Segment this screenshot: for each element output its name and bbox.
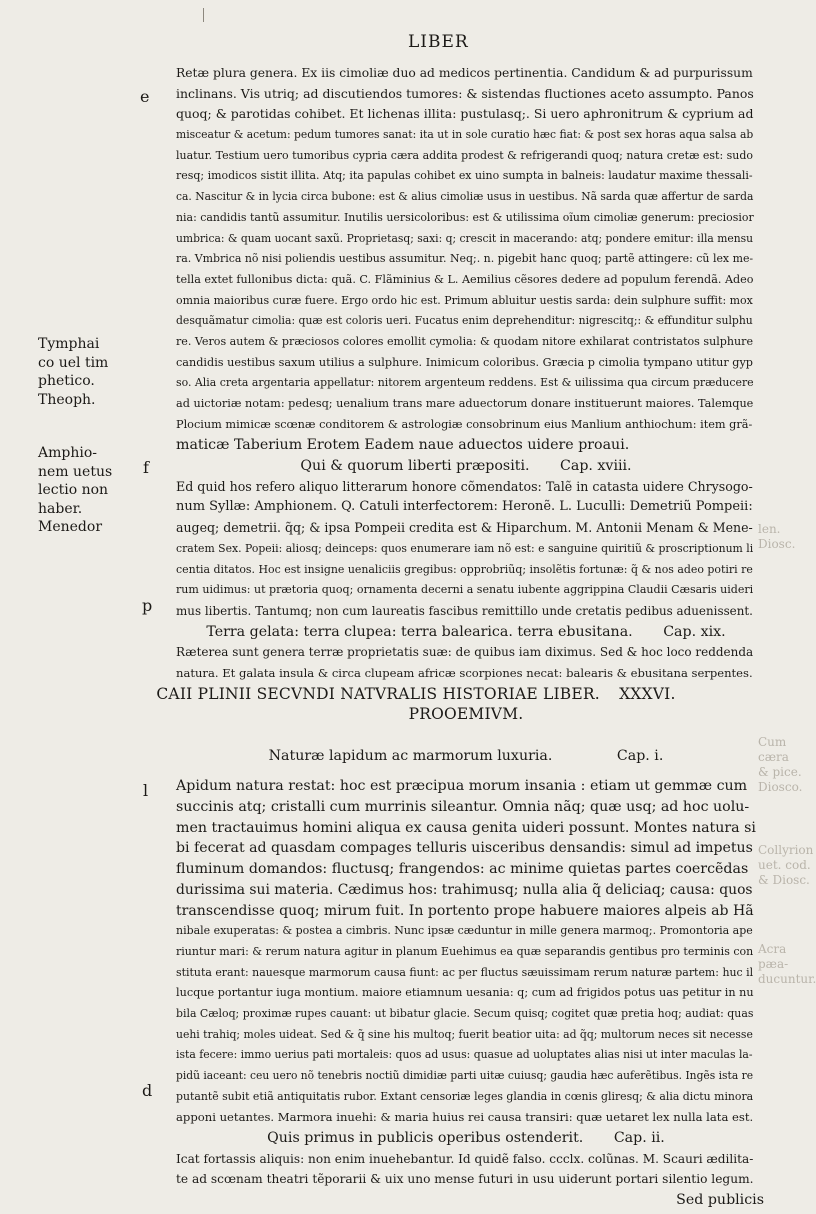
guide-letter-l: l — [143, 781, 149, 800]
margin-line: lectio non — [38, 482, 109, 498]
prooemium-heading: PROOEMIVM. — [408, 705, 524, 724]
text-line: Ed quid hos refero aliquo litterarum honore cõmendatos: Talẽ in catasta uidere Chrysogo- — [176, 478, 753, 494]
text-line: uehi trahiq; moles uideat. Sed & q̃ sine his multoq; fuerit beatior uita: ad q̃q; multorum neces sit necesse — [176, 1027, 753, 1041]
text-line: Plocium mimicæ scœnæ conditorem & astrologiæ consobrinum eius Manlium anthiochum: item grã- — [176, 417, 753, 431]
paragraph-terrae — [176, 642, 756, 683]
text-line: cratem Sex. Popeii: aliosq; deinceps: quos enumerare iam nõ est: e sanguine quiritiũ & proscriptionum li — [176, 541, 754, 555]
text-line: num Syllæ: Amphionem. Q. Catuli interfectorem: Heronẽ. L. Luculli: Demetriũ Pompeii: — [176, 499, 753, 515]
text-line: apponi uetantes. Marmora inuehi: & maria huius rei causa transiri: quæ uetaret lex nulla lata est. — [176, 1110, 754, 1125]
text-line: quoq; & parotidas cohibet. Et lichenas illita: pustulasq;. Si uero aphronitrum & cyprium ad — [176, 106, 754, 122]
bleed-line: Collyrion — [758, 843, 814, 857]
text-line: Ræterea sunt genera terræ proprietatis suæ: de quibus iam diximus. Sed & hoc loco reddenda — [176, 645, 754, 660]
margin-line: haber. — [38, 500, 83, 517]
chapter-title: Terra gelata: terra clupea: terra balearica. terra ebusitana. — [206, 623, 633, 640]
text-line: nibale exuperatas: & postea a cimbris. Nunc ipsæ cæduntur in mille genera marmoq;. Promontoria ape — [176, 924, 753, 938]
margin-line: Theoph. — [38, 391, 96, 408]
text-line: Apidum natura restat: hoc est præcipua morum insania : etiam ut gemmæ cum — [176, 778, 748, 795]
chapter-heading-18 — [176, 456, 756, 477]
bleed-line: len. Diosc. — [758, 522, 796, 551]
text-column — [156, 63, 764, 1211]
bleed-line: uet. cod. — [758, 858, 811, 872]
margin-line: Amphio- — [38, 445, 98, 461]
text-line: te ad scœnam theatri tẽporarii & uix uno mense futuri in usu uiderunt portari silentio legum. — [176, 1172, 754, 1187]
text-line: resq; imodicos sistit illita. Atq; ita papulas cohibet ex uino sumpta in balneis: laudatur maxime thessali- — [176, 169, 753, 183]
bleed-through-note-3 — [758, 942, 816, 987]
text-line: centia ditatos. Hoc est insigne uenaliciis gregibus: opprobriũq; insolẽtis fortunæ: q̃ & nos adeo potiri re — [176, 562, 753, 576]
guide-letter-f: f — [143, 458, 149, 477]
paragraph-liberti — [176, 477, 756, 622]
text-line: luatur. Testium uero tumoribus cypria cæra addita prodest & refrigerandi quoq; natura cretæ est: sudo — [176, 148, 754, 162]
bleed-through-note-4 — [758, 522, 800, 552]
text-line: ad uictoriæ notam: pedesq; uenalium trans mare aduectorum donare instituerunt maiores. Talemque — [176, 397, 754, 410]
text-line: augeq; demetrii. q̃q; & ipsa Pompeii credita est & Hiparchum. M. Antonii Menam & Mene- — [176, 520, 753, 536]
chapter-number: Cap. xviii. — [560, 458, 632, 475]
margin-line: Menedor — [38, 519, 103, 535]
book-title — [76, 684, 756, 705]
text-line: rum uidimus: ut prætoria quoq; ornamenta decerni a senatu iubente aggrippina Claudii Cæsaris uideri — [176, 583, 754, 597]
text-line: maticæ Taberium Erotem Eadem naue aduectos uidere proaui. — [176, 437, 630, 454]
margin-note-amphionem — [38, 444, 112, 537]
bleed-line: & Diosc. — [758, 873, 810, 887]
text-line: omnia maioribus curæ fuere. Ergo ordo hic est. Primum abluitur uestis sarda: dein sulphure suffit: mox — [176, 293, 753, 307]
text-line: ista fecere: immo uerius pati mortaleis: quos ad usus: quasue ad uoluptates alias nisi ut inter maculas la- — [176, 1048, 753, 1062]
text-line: Retæ plura genera. Ex iis cimoliæ duo ad medicos pertinentia. Candidum & ad purpurissum — [176, 66, 753, 80]
chapter-number: Cap. i. — [616, 747, 664, 764]
text-line: stituta erant: nauesque marmorum causa fiunt: ac per fluctus sæuissimam rerum naturæ partem: huc il — [176, 965, 754, 979]
margin-line: co uel tim — [38, 354, 109, 371]
text-line: natura. Et galata insula & circa clupeam africæ scorpiones necat: balearis & ebusitana serpentes. — [176, 665, 753, 680]
bleed-through-note-1 — [758, 735, 802, 795]
text-line: inclinans. Vis utriq; ad discutiendos tumores: & sistendas fluctiones aceto assumpto. Panos — [176, 85, 754, 101]
text-line: umbrica: & quam uocant saxũ. Proprietasq; saxi: q; crescit in macerando: atq; pondere emitur: illa mensu — [176, 231, 754, 245]
paragraph-cimolia — [176, 63, 756, 456]
text-line: mus libertis. Tantumq; non cum laureatis fascibus remittillo unde cretatis pedibus aduenissent. — [176, 603, 753, 618]
chapter-title: Naturæ lapidum ac marmorum luxuria. — [268, 747, 553, 764]
chapter-number: Cap. ii. — [613, 1130, 665, 1147]
text-line: succinis atq; cristalli cum murrinis sileantur. Omnia nãq; quæ usq; ad hoc uolu- — [176, 799, 750, 816]
text-line: re. Veros autem & præciosos colores emollit cymolia: & quodam nitore exhilarat contristatos sulphure — [176, 334, 754, 348]
bleed-line: Diosco. — [758, 780, 803, 794]
running-header: LIBER — [408, 32, 469, 52]
book-title-text: CAII PLINII SECVNDI NATVRALIS HISTORIAE LIBER. — [156, 684, 600, 703]
text-line: candidis uestibus saxum utilius a sulphure. Inimicum coloribus. Græcia p cimolia tympano utitur gyp — [176, 355, 753, 369]
text-line: pidũ iaceant: ceu uero nõ tenebris noctiũ dimidiæ parti uitæ cuiusq; gaudia hæc auferẽtibus. Ingẽs ista re — [176, 1069, 754, 1082]
chapter-title: Quis primus in publicis operibus ostenderit. — [267, 1130, 584, 1147]
bleed-line: ducuntur. — [758, 972, 816, 986]
spacer — [176, 725, 756, 746]
text-line: lucque portantur iuga montium. maiore etiamnum uesania: q; cum ad frigidos potus uas petitur in nu — [176, 986, 754, 1000]
text-line: ca. Nascitur & in lycia circa bubone: est & alius cimoliæ usus in uestibus. Nã sarda quæ affertur de sarda — [176, 190, 754, 204]
chapter-title: Qui & quorum liberti præpositi. — [300, 458, 530, 475]
guide-letter-d: d — [142, 1081, 153, 1100]
text-line: fluminum domandos: fluctusq; frangendos: ac minime quietas partes coercẽdas — [176, 861, 749, 878]
text-line: desquãmatur cimolia: quæ est coloris ueri. Fucatus enim deprehenditur: nigrescitq;: & effunditur sulphu — [176, 314, 753, 328]
bleed-line: Acra pæa- — [758, 942, 789, 971]
text-line: riuntur mari: & rerum natura agitur in planum Euehimus ea quæ separandis gentibus pro terminis con — [176, 944, 754, 958]
chapter-heading-1 — [176, 746, 756, 767]
bleed-through-note-2 — [758, 843, 813, 888]
spacer — [176, 766, 756, 776]
book-number: XXXVI. — [619, 684, 676, 703]
page-mark — [203, 8, 204, 22]
paragraph-lapidum — [176, 776, 756, 1128]
chapter-number: Cap. xix. — [663, 623, 726, 640]
guide-letter-p: p — [142, 596, 153, 615]
margin-line: Tymphai — [38, 336, 100, 352]
text-line: bi fecerat ad quasdam compages telluris uisceribus densandis: simul ad impetus — [176, 840, 753, 857]
margin-line: nem uetus — [38, 463, 113, 480]
text-line: so. Alia creta argentaria appellatur: nitorem argenteum reddens. Est & uilissima qua circum præducere — [176, 376, 754, 390]
bleed-line: & pice. — [758, 765, 802, 779]
text-line: transcendisse quoq; mirum fuit. In portento prope habuere maiores alpeis ab Hã — [176, 902, 754, 919]
text-line: durissima sui materia. Cædimus hos: trahimusq; nulla alia q̃ deliciaq; causa: quos — [176, 881, 753, 898]
text-line: putantẽ subit etiã antiquitatis rubor. Extant censoriæ leges glandia in cœnis gliresq; & alia dictu minora — [176, 1089, 754, 1103]
paragraph-scauri — [176, 1149, 756, 1190]
margin-line: phetico. — [38, 373, 95, 389]
text-line: nia: candidis tantũ assumitur. Inutilis uersicoloribus: est & utilissima oĩum cimoliæ generum: preciosior — [176, 210, 754, 224]
text-line: Icat fortassis aliquis: non enim inuehebantur. Id quidẽ falso. ccclx. colũnas. M. Scauri ædilita- — [176, 1151, 754, 1166]
chapter-heading-2 — [176, 1128, 756, 1149]
chapter-heading-19 — [176, 622, 756, 643]
text-line: men tractauimus homini aliqua ex causa genita uideri possunt. Montes natura si — [176, 819, 756, 836]
text-line: bila Cæloq; proximæ rupes cauant: ut bibatur glacie. Secum quisq; cogitet quæ pretia hoq; audiat: quas — [176, 1006, 754, 1020]
margin-note-tymphaico — [38, 335, 108, 409]
guide-letter-e: e — [140, 87, 150, 106]
catchword: Sed publicis — [676, 1192, 764, 1209]
text-line: ra. Vmbrica nõ nisi poliendis uestibus assumitur. Neq;. n. pigebit hanc quoq; partẽ attingere: cũ lex me- — [176, 252, 754, 266]
text-line: tella extet fullonibus dicta: quã. C. Flãminius & L. Aemilius cẽsores dedere ad populum ferendã. Adeo — [176, 272, 754, 286]
bleed-line: Cum cæra — [758, 735, 789, 764]
text-line: misceatur & acetum: pedum tumores sanat: ita ut in sole curatio hæc fiat: & post sex horas aqua salsa ab — [176, 128, 754, 142]
